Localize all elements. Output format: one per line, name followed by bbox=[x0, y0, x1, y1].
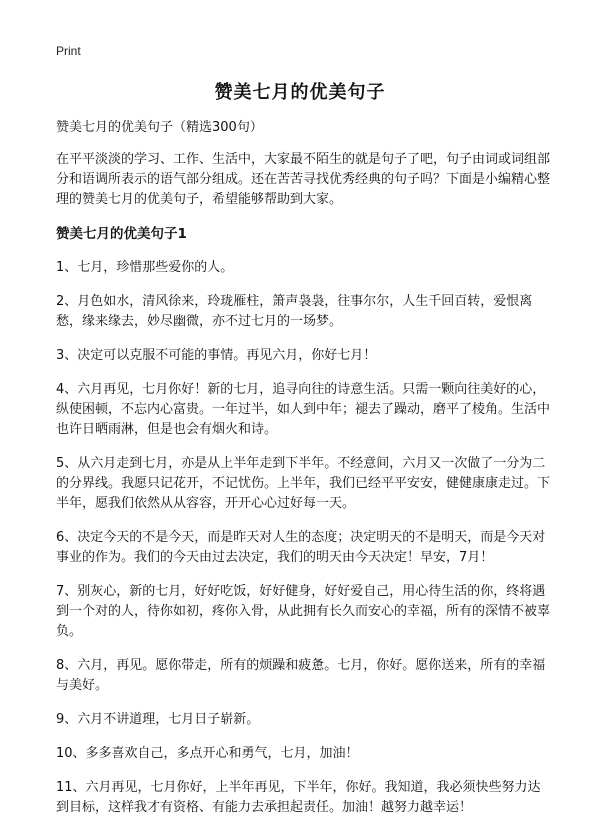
sentence-item: 3、决定可以克服不可能的事情。再见六月，你好七月！ bbox=[56, 348, 377, 363]
article-body bbox=[56, 118, 552, 832]
sentence-item: 2、月色如水，清风徐来，玲珑雁柱，箫声袅袅，往事尔尔，人生千回百转，爱恨离愁，缘来缘去，妙尽幽微，亦不过七月的一场梦。 bbox=[56, 294, 533, 329]
sentence-item: 6、决定今天的不是今天，而是昨天对人生的态度；决定明天的不是明天，而是今天对事业的作为。我们的今天由过去决定，我们的明天由今天决定！早安，7月！ bbox=[56, 530, 546, 565]
print-link[interactable]: Print bbox=[56, 44, 81, 58]
page-title: 赞美七月的优美句子 bbox=[214, 82, 386, 103]
sentence-item: 8、六月，再见。愿你带走，所有的烦躁和疲惫。七月，你好。愿你送来，所有的幸福与美好。 bbox=[56, 658, 546, 693]
sentence-item: 7、别灰心，新的七月，好好吃饭，好好健身，好好爱自己，用心待生活的你，终将遇到一个对的人，待你如初，疼你入骨，从此拥有长久而安心的幸福，所有的深情不被辜负。 bbox=[56, 584, 551, 639]
article-subtitle: 赞美七月的优美句子（精选300句） bbox=[56, 120, 263, 135]
sentence-item: 10、多多喜欢自己，多点开心和勇气，七月，加油！ bbox=[56, 746, 359, 761]
sentence-item: 11、六月再见，七月你好，上半年再见，下半年，你好。我知道，我必须快些努力达到目标，这样我才有资格、有能力去承担起责任。加油！越努力越幸运！ bbox=[56, 780, 541, 815]
section-heading: 赞美七月的优美句子1 bbox=[56, 226, 187, 242]
sentence-item: 9、六月不讲道理，七月日子崭新。 bbox=[56, 712, 260, 727]
intro-paragraph: 在平平淡淡的学习、工作、生活中，大家最不陌生的就是句子了吧，句子由词或词组部分和语调所表示的语气部分组成。还在苦苦寻找优秀经典的句子吗？下面是小编精心整理的赞美七月的优美句子，希望能够帮助到大家。 bbox=[56, 152, 551, 207]
sentence-item: 5、从六月走到七月，亦是从上半年走到下半年。不经意间，六月又一次做了一分为二的分界线。我愿只记花开，不记忧伤。上半年，我们已经平平安安，健健康康走过。下半年，愿我们依然从从容容，开开心心过好每一天。 bbox=[56, 456, 551, 511]
sentence-item: 1、七月，珍惜那些爱你的人。 bbox=[56, 260, 234, 275]
sentence-item: 4、六月再见，七月你好！新的七月，追寻向往的诗意生活。只需一颗向往美好的心，纵使困顿，不忘内心富贵。一年过半，如人到中年；褪去了躁动，磨平了棱角。生活中也许日晒雨淋，但是也会有烟火和诗。 bbox=[56, 382, 551, 437]
